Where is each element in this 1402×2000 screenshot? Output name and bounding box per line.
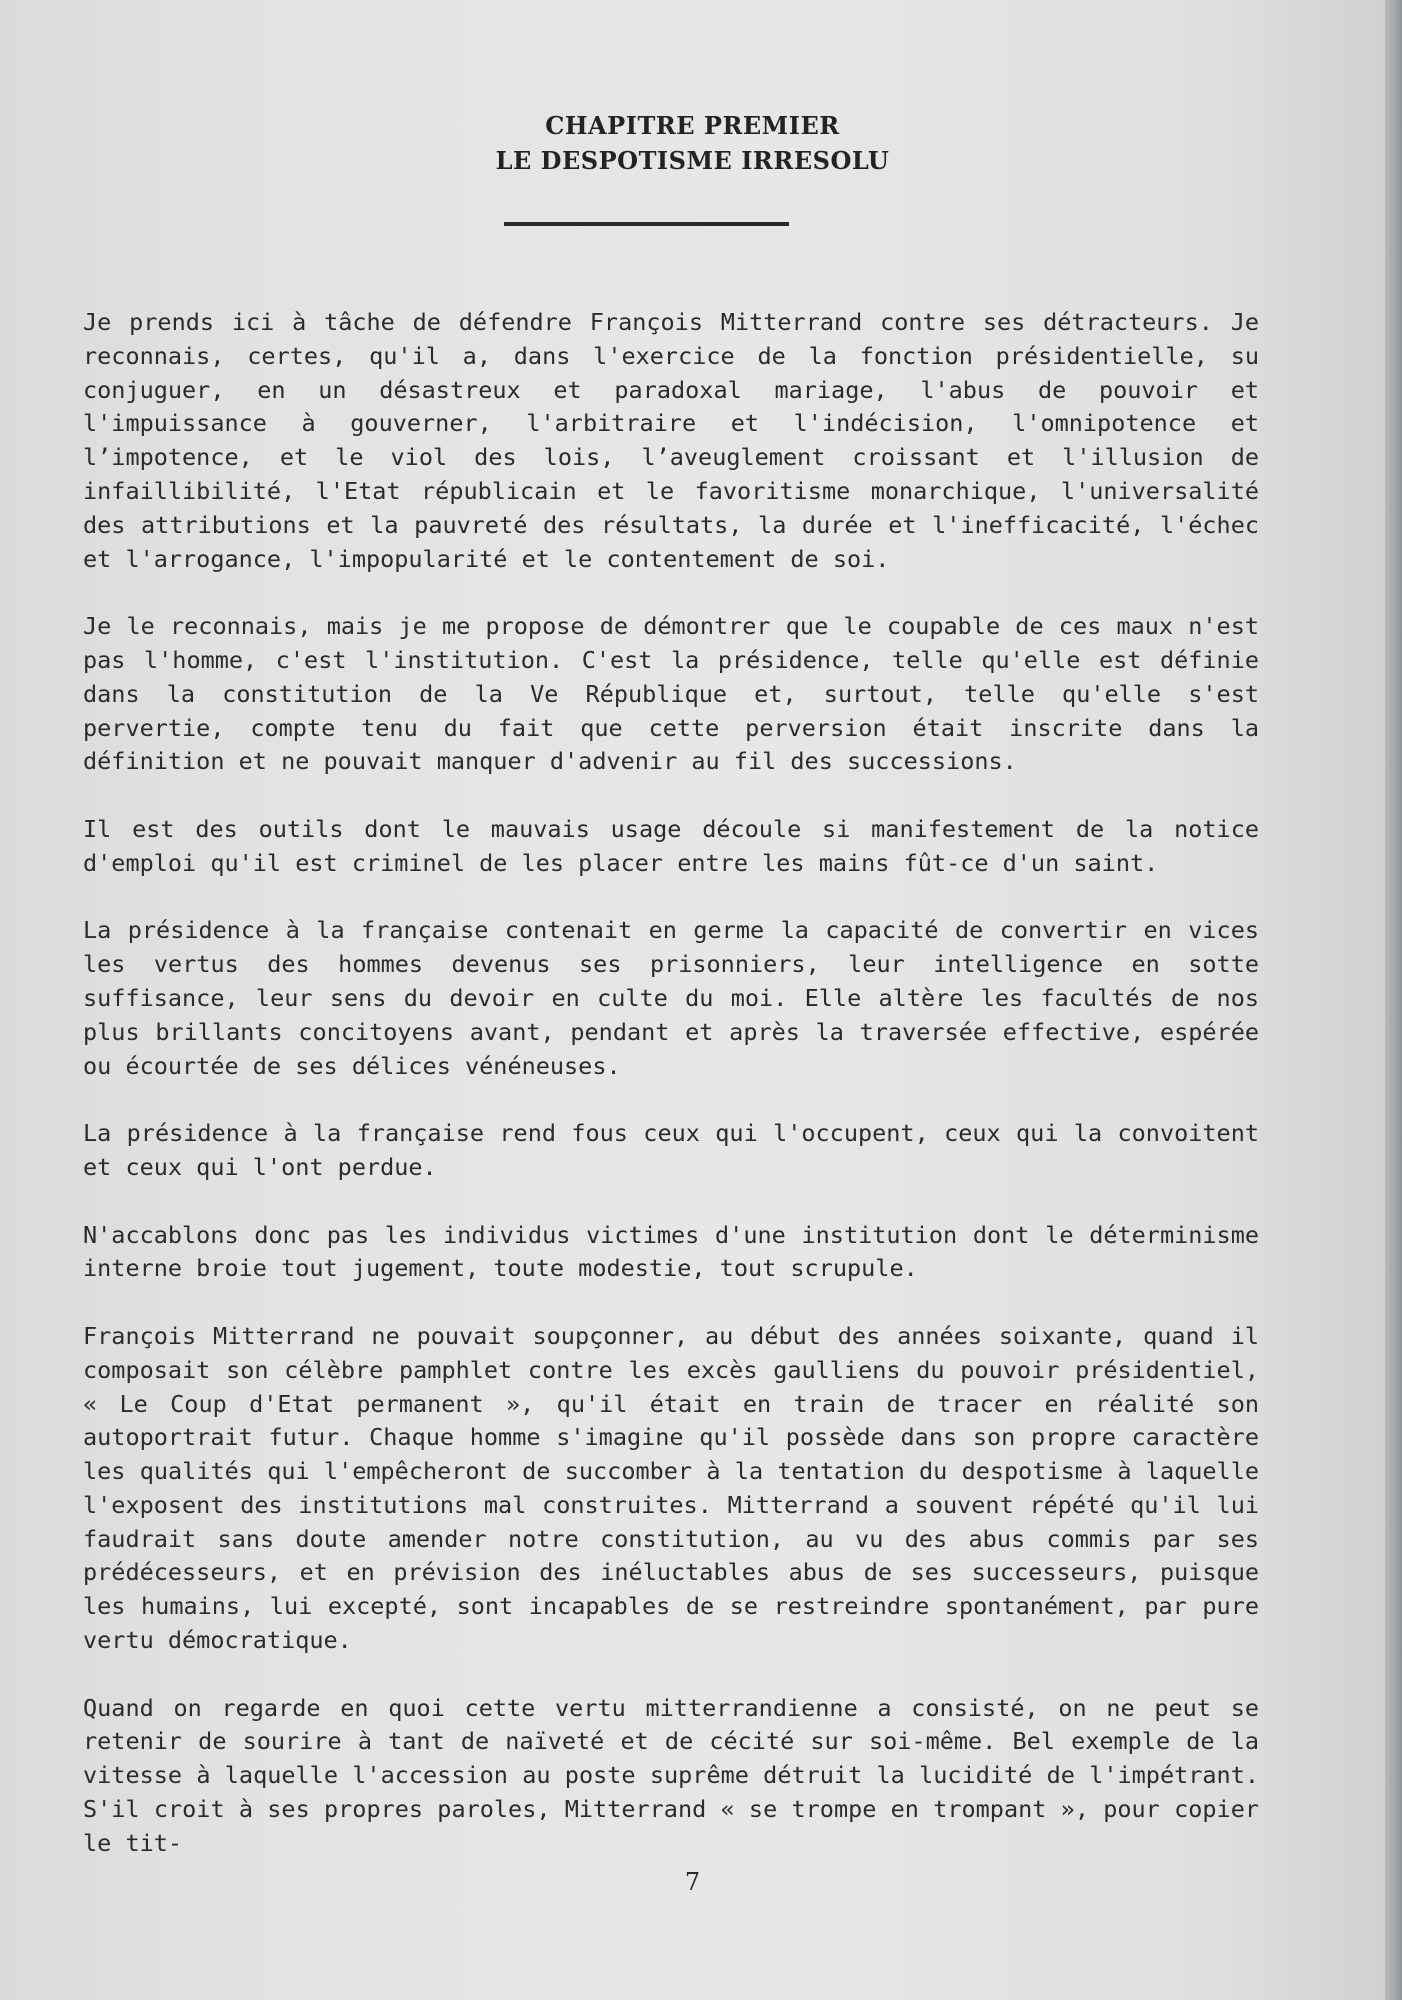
paragraph: Je le reconnais, mais je me propose de démontrer que le coupable de ces maux n'est pas l'homme, c'est l'institution. C'est la présidence, telle qu'elle est définie dans la constitution de la Ve République et, surtout, telle qu'elle s'est pervertie, compte tenu du fait que cette perversion était inscrite dans la définition et ne pouvait manquer d'advenir au fil des successions.	[83, 612, 1259, 776]
title-divider	[504, 222, 789, 226]
body-text	[83, 306, 1259, 1894]
paragraph: Quand on regarde en quoi cette vertu mitterrandienne a consisté, on ne peut se retenir de sourire à tant de naïveté et de cécité sur soi-même. Bel exemple de la vitesse à laquelle l'accession au poste suprême détruit la lucidité de l'impétrant. S'il croit à ses propres paroles, Mitterrand « se trompe en trompant », pour copier le tit-	[83, 1693, 1259, 1857]
paragraph: N'accablons donc pas les individus victimes d'une institution dont le déterminisme interne broie tout jugement, toute modestie, tout scrupule.	[83, 1220, 1259, 1283]
paragraph: François Mitterrand ne pouvait soupçonner, au début des années soixante, quand il composait son célèbre pamphlet contre les excès gaulliens du pouvoir présidentiel, « Le Coup d'Etat permanent », qu'il était en train de tracer en réalité son autoportrait futur. Chaque homme s'imagine qu'il possède dans son propre caractère les qualités qui l'empêcheront de succomber à la tentation du despotisme à laquelle l'exposent des institutions mal construites. Mitterrand a souvent répété qu'il lui faudrait sans doute amender notre constitution, au vu des abus commis par ses prédécesseurs, et en prévision des inéluctables abus de ses successeurs, puisque les humains, lui excepté, sont incapables de se restreindre spontanément, par pure vertu démocratique.	[83, 1321, 1259, 1655]
chapter-title: LE DESPOTISME IRRESOLU	[495, 146, 890, 175]
chapter-number-title: CHAPITRE PREMIER	[545, 111, 840, 140]
paragraph: Il est des outils dont le mauvais usage découle si manifestement de la notice d'emploi qu'il est criminel de les placer entre les mains fût-ce d'un saint.	[83, 814, 1259, 877]
paragraph: La présidence à la française rend fous ceux qui l'occupent, ceux qui la convoitent et ceux qui l'ont perdue.	[83, 1119, 1259, 1181]
paragraph: La présidence à la française contenait en germe la capacité de convertir en vices les vertus des hommes devenus ses prisonniers, leur intelligence en sotte suffisance, leur sens du devoir en culte du moi. Elle altère les facultés de nos plus brillants concitoyens avant, pendant et après la traversée effective, espérée ou écourtée de ses délices vénéneuses.	[83, 916, 1259, 1080]
paragraph: Je prends ici à tâche de défendre François Mitterrand contre ses détracteurs. Je reconnais, certes, qu'il a, dans l'exercice de la fonction présidentielle, su conjuguer, en un désastreux et paradoxal mariage, l'abus de pouvoir et l'impuissance à gouverner, l'arbitraire et l'indécision, l'omnipotence et l’impotence, et le viol des lois, l’aveuglement croissant et l'illusion de infaillibilité, l'Etat républicain et le favoritisme monarchique, l'universalité des attributions et la pauvreté des résultats, la durée et l'inefficacité, l'échec et l'arrogance, l'impopularité et le contentement de soi.	[83, 308, 1259, 573]
page-edge	[1385, 0, 1402, 2000]
chapter-heading	[0, 108, 1385, 178]
page-number: 7	[684, 1868, 701, 1896]
